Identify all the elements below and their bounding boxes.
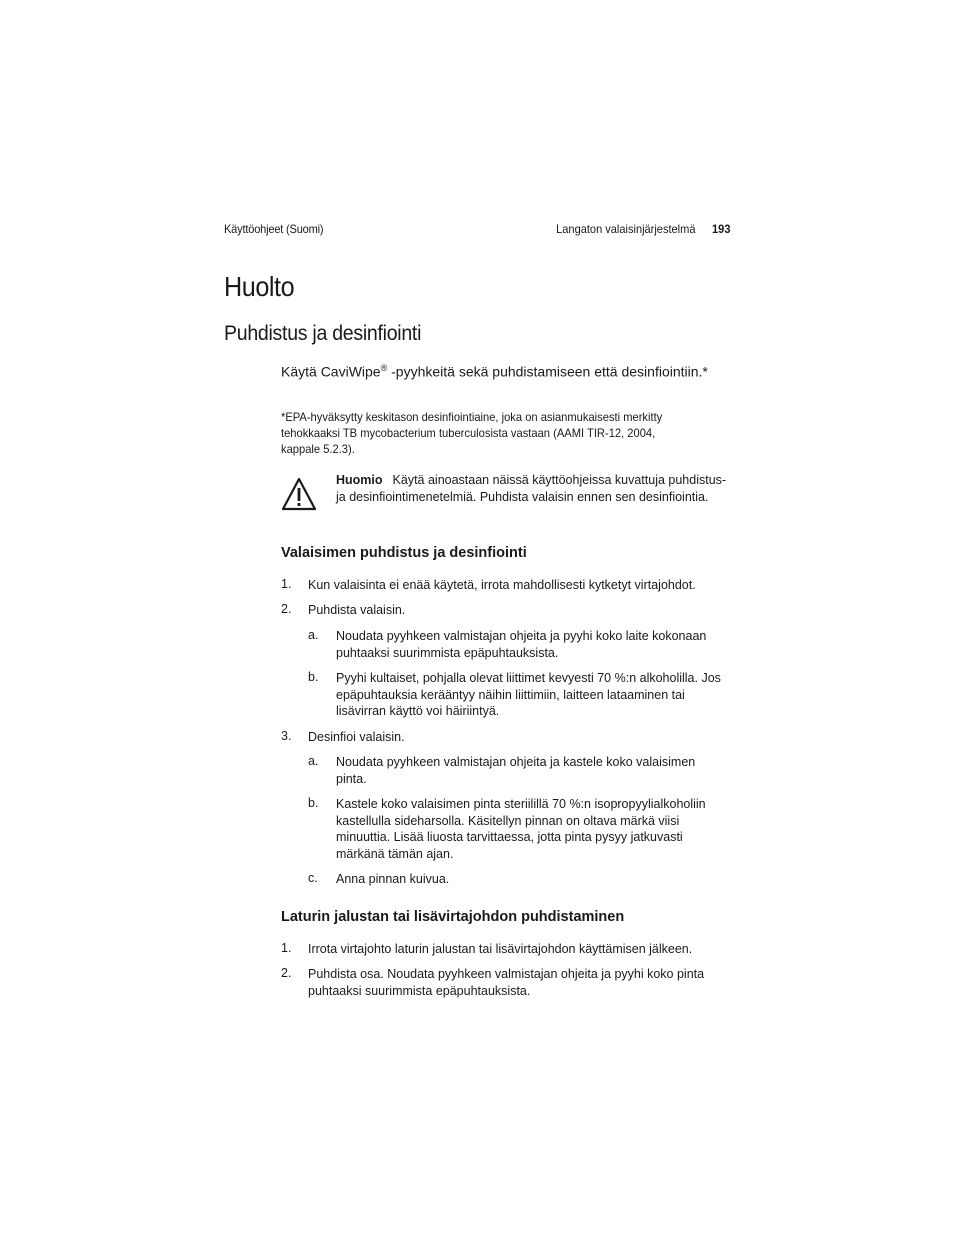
- substep-letter: b.: [308, 670, 319, 684]
- step-text: Irrota virtajohto laturin jalustan tai lisävirtajohdon käyttämisen jälkeen.: [308, 942, 693, 956]
- page-number: 193: [711, 222, 730, 236]
- running-header-right: Langaton valaisinjärjestelmä: [555, 222, 696, 236]
- footnote: *EPA-hyväksytty keskitason desinfiointiaine, joka on asianmukaisesti merkitty tehokkaaksi TB mycobacterium tuberculosista vastaan (AAMI TIR-12, 2004, kappale 5.2.3).: [281, 410, 663, 456]
- registered-mark: ®: [380, 363, 388, 373]
- caution-label: Huomio: [336, 473, 383, 487]
- substep-text: Kastele koko valaisimen pinta steriilillä 70 %:n isopropyylialkoholiin kastellulla sideharsolla. Käsitellyn pinnan on oltava märkä viisi minuuttia. Lisää liuosta tarvittaessa, jotta pinta pysyy jatkuvasti märkänä tämän ajan.: [336, 797, 706, 861]
- step-text: Kun valaisinta ei enää käytetä, irrota mahdollisesti kytketyt virtajohdot.: [308, 578, 696, 592]
- section-title: Puhdistus ja desinfiointi: [224, 322, 422, 345]
- substep-letter: b.: [308, 796, 319, 810]
- step-number: 2.: [281, 602, 292, 616]
- subsection-title-cleaning: Valaisimen puhdistus ja desinfiointi: [281, 545, 527, 561]
- substep-letter: a.: [308, 628, 319, 642]
- step-number: 3.: [281, 729, 292, 743]
- substep-letter: a.: [308, 754, 319, 768]
- step-text: Desinfioi valaisin.: [308, 730, 405, 744]
- intro-text-start: Käytä CaviWipe: [281, 363, 381, 380]
- caution-text: Käytä ainoastaan näissä käyttöohjeissa kuvattuja puhdistus- ja desinfiointimenetelmiä. Puhdista valaisin ennen sen desinfiointia.: [336, 473, 727, 504]
- substep-letter: c.: [308, 871, 318, 885]
- step-text: Puhdista osa. Noudata pyyhkeen valmistajan ohjeita ja pyyhi koko pinta puhtaaksi suurimmista epäpuhtauksista.: [308, 967, 705, 998]
- caution-note: [336, 472, 728, 505]
- intro-text-end: -pyyhkeitä sekä puhdistamiseen että desinfiointiin.*: [387, 363, 708, 380]
- intro-paragraph: [281, 359, 721, 381]
- page-title: Huolto: [224, 271, 295, 302]
- step-number: 2.: [281, 966, 292, 980]
- warning-triangle-icon: [281, 477, 317, 511]
- running-header-right-group: [556, 222, 730, 236]
- substep-text: Anna pinnan kuivua.: [336, 872, 450, 886]
- substep-text: Pyyhi kultaiset, pohjalla olevat liittimet kevyesti 70 %:n alkoholilla. Jos epäpuhtauksia kerääntyy näihin liittimiin, laitteen lataaminen tai lisävirran käyttö voi häiriintyä.: [336, 671, 721, 718]
- running-header-left: Käyttöohjeet (Suomi): [224, 222, 324, 236]
- subsection-title-charger: Laturin jalustan tai lisävirtajohdon puhdistaminen: [281, 909, 625, 925]
- substep-text: Noudata pyyhkeen valmistajan ohjeita ja kastele koko valaisimen pinta.: [336, 755, 696, 786]
- step-number: 1.: [281, 577, 292, 591]
- substep-text: Noudata pyyhkeen valmistajan ohjeita ja pyyhi koko laite kokonaan puhtaaksi suurimmista epäpuhtauksista.: [336, 629, 707, 660]
- step-text: Puhdista valaisin.: [308, 603, 406, 617]
- step-number: 1.: [281, 941, 292, 955]
